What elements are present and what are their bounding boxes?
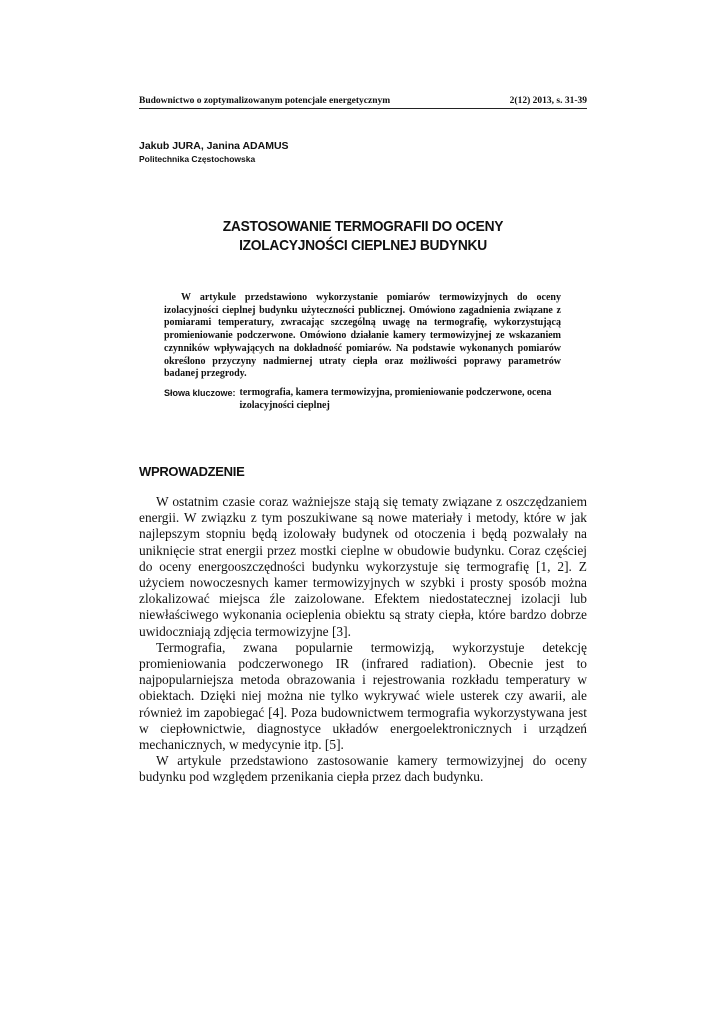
abstract: W artykule przedstawiono wykorzystanie pomiarów termowizyjnych do oceny izolacyjności cieplnej budynku użyteczności publicznej. Omówiono zagadnienia związane z pomiarami temperatury, zwracając szczególną uwagę na termografię, wykorzystującą promieniowanie podczerwone. Omówiono działanie kamery termowizyjnej ze wskazaniem czynników wpływających na dokładność pomiarów. Na podstawie wykonanych pomiarów określono przyczyny nadmiernej utraty ciepła oraz możliwości poprawy parametrów badanej przegrody. [164, 292, 561, 380]
keywords-label: Słowa kluczowe: [164, 388, 236, 398]
paragraph-3: W artykule przedstawiono zastosowanie kamery termowizyjnej do oceny budynku pod względem przenikania ciepła przez dach budynku. [139, 753, 587, 785]
section-heading: WPROWADZENIE [139, 464, 245, 479]
paper-title [157, 217, 569, 255]
keywords [164, 387, 561, 412]
paragraph-2: Termografia, zwana popularnie termowizją, wykorzystuje detekcję promieniowania podczerwonego IR (infrared radiation). Obecnie jest to najpopularniejsza metoda obrazowania i rejestrowania rozkładu temperatury w obiektach. Dzięki niej można nie tylko wykrywać wiele usterek czy awarii, ale również im zapobiegać [4]. Poza budownictwem termografia wykorzystywana jest w ciepłownictwie, diagnostyce układów energoelektronicznych i urządzeń mechanicznych, w medycynie itp. [5]. [139, 639, 587, 753]
running-head [139, 96, 587, 109]
affiliation: Politechnika Częstochowska [139, 154, 256, 164]
paragraph-1: W ostatnim czasie coraz ważniejsze stają się tematy związane z oszczędzaniem energii. W związku z tym poszukiwane są nowe materiały i metody, które w jak najlepszym stopniu będą izolowały budynek od otoczenia i będą pozwalały na uniknięcie strat energii przez mostki cieplne w obudowie budynku. Coraz częściej do oceny energooszczędności budynku wykorzystuje się termografię [1, 2]. Z użyciem nowoczesnych kamer termowizyjnych w szybki i prosty sposób można zlokalizować miejsca źle zaizolowane. Efektem niedostatecznej izolacji lub niewłaściwego wykonania ocieplenia obiektu są straty ciepła, które bardzo dobrze uwidoczniają zdjęcia termowizyjne [3]. [139, 494, 587, 639]
title-line-2: IZOLACYJNOŚCI CIEPLNEJ BUDYNKU [239, 237, 487, 254]
issue-info: 2(12) 2013, s. 31-39 [509, 96, 587, 106]
keywords-text: termografia, kamera termowizyjna, promieniowanie podczerwone, ocena izolacyjności cieplnej [239, 387, 552, 411]
journal-name: Budownictwo o zoptymalizowanym potencjale energetycznym [139, 96, 391, 106]
body-text [139, 494, 587, 786]
authors: Jakub JURA, Janina ADAMUS [139, 140, 289, 152]
title-line-1: ZASTOSOWANIE TERMOGRAFII DO OCENY [222, 218, 504, 235]
